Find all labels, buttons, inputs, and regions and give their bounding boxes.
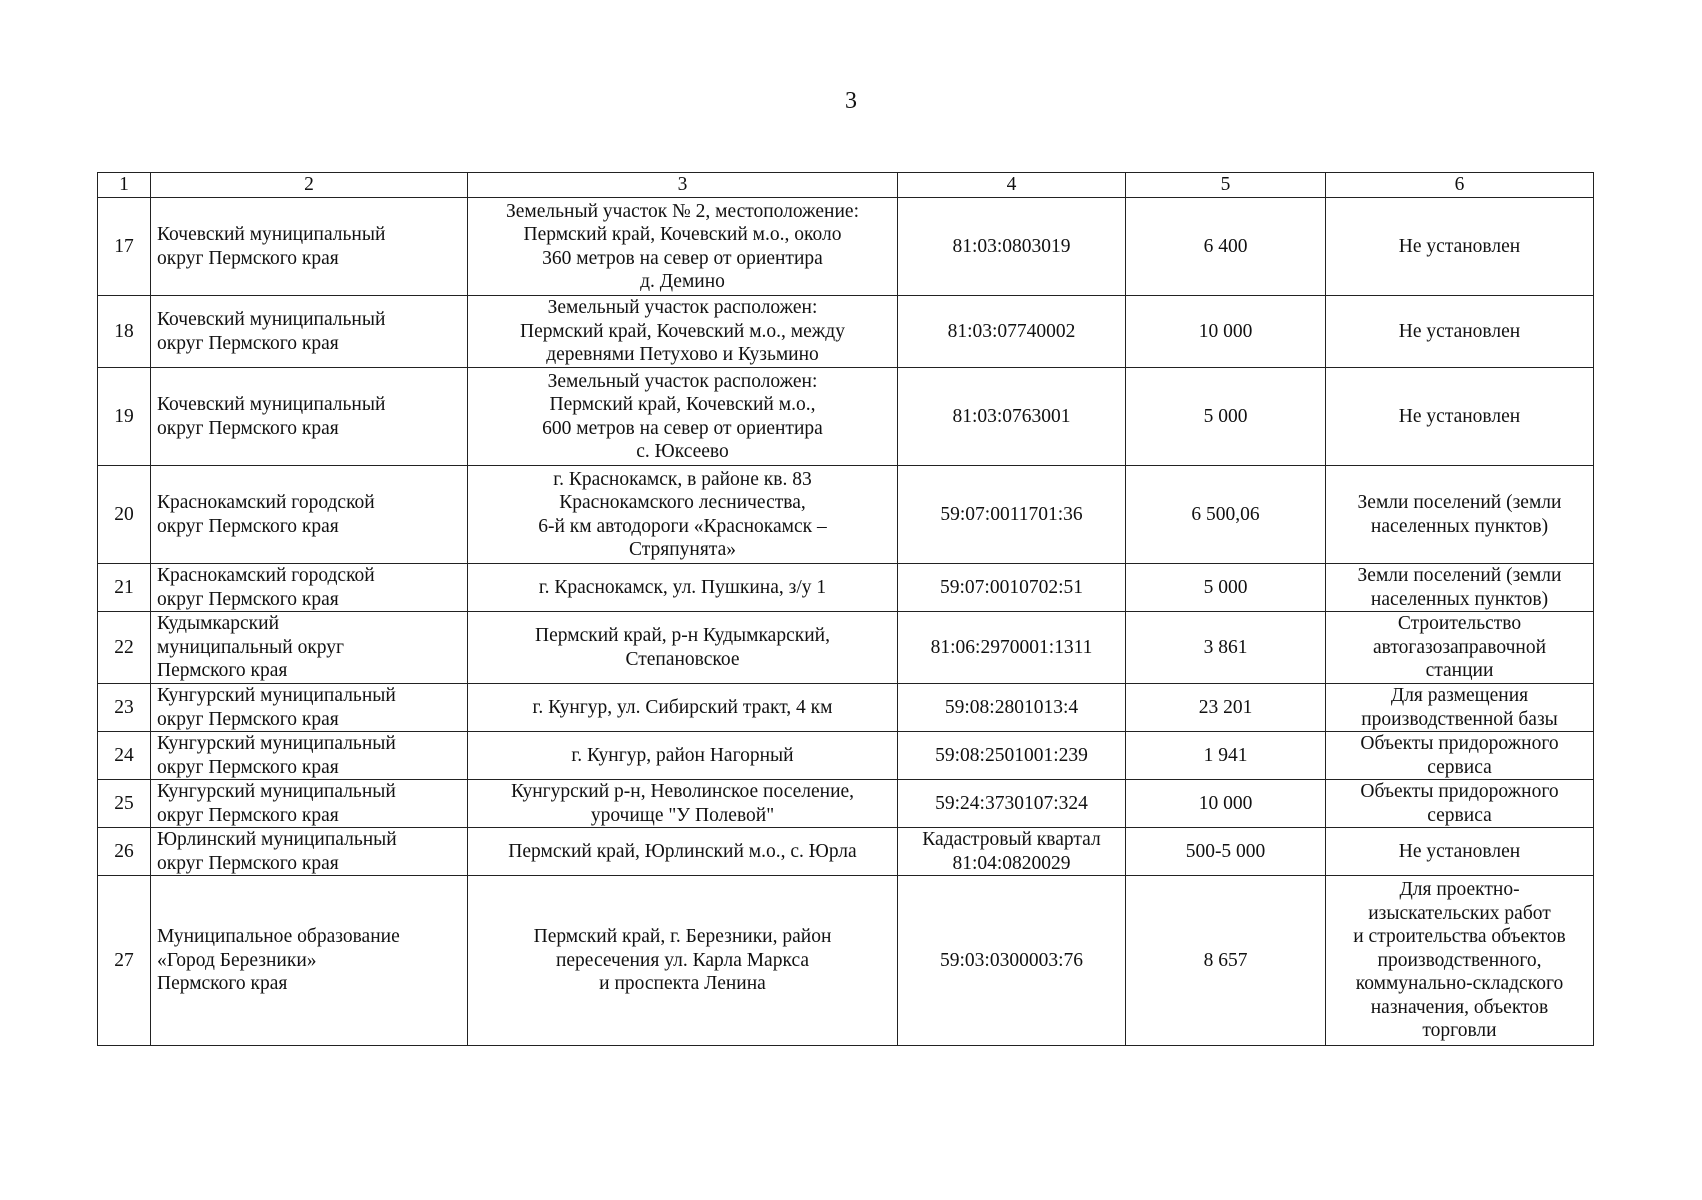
municipality-cell: Кунгурский муниципальный округ Пермского края	[151, 780, 468, 828]
header-row	[98, 173, 1594, 198]
municipality-cell: Кочевский муниципальный округ Пермского края	[151, 296, 468, 368]
location-cell: Пермский край, р-н Кудымкарский, Степановское	[468, 612, 898, 684]
area-cell: 5 000	[1126, 564, 1326, 612]
usage-cell: Объекты придорожного сервиса	[1326, 780, 1594, 828]
table-row	[98, 780, 1594, 828]
municipality-cell: Муниципальное образование «Город Березники» Пермского края	[151, 876, 468, 1046]
location-cell: Земельный участок расположен: Пермский край, Кочевский м.о., 600 метров на север от ориентира с. Юксеево	[468, 368, 898, 466]
table-row	[98, 368, 1594, 466]
page-number: 3	[845, 88, 857, 114]
header-col-6: 6	[1326, 173, 1594, 198]
land-plots-table	[97, 172, 1594, 1046]
row-number: 27	[98, 876, 151, 1046]
table-row	[98, 466, 1594, 564]
area-cell: 1 941	[1126, 732, 1326, 780]
row-number: 17	[98, 198, 151, 296]
cadastral-number-cell: 59:07:0011701:36	[898, 466, 1126, 564]
usage-cell: Объекты придорожного сервиса	[1326, 732, 1594, 780]
usage-cell: Земли поселений (земли населенных пунктов)	[1326, 466, 1594, 564]
location-cell: Земельный участок расположен: Пермский край, Кочевский м.о., между деревнями Петухово и Кузьмино	[468, 296, 898, 368]
location-cell: Земельный участок № 2, местоположение: Пермский край, Кочевский м.о., около 360 метров на север от ориентира д. Демино	[468, 198, 898, 296]
municipality-cell: Кунгурский муниципальный округ Пермского края	[151, 732, 468, 780]
usage-cell: Не установлен	[1326, 198, 1594, 296]
area-cell: 6 500,06	[1126, 466, 1326, 564]
usage-cell: Для проектно- изыскательских работ и строительства объектов производственного, коммунально-складского назначения, объектов торговли	[1326, 876, 1594, 1046]
area-cell: 10 000	[1126, 296, 1326, 368]
area-cell: 8 657	[1126, 876, 1326, 1046]
cadastral-number-cell: 81:03:0763001	[898, 368, 1126, 466]
usage-cell: Для размещения производственной базы	[1326, 684, 1594, 732]
usage-cell: Строительство автогазозаправочной станции	[1326, 612, 1594, 684]
usage-cell: Не установлен	[1326, 828, 1594, 876]
table-row	[98, 876, 1594, 1046]
row-number: 23	[98, 684, 151, 732]
row-number: 19	[98, 368, 151, 466]
area-cell: 3 861	[1126, 612, 1326, 684]
cadastral-number-cell: 59:08:2801013:4	[898, 684, 1126, 732]
location-cell: г. Краснокамск, в районе кв. 83 Краснокамского лесничества, 6-й км автодороги «Краснокамск – Стряпунята»	[468, 466, 898, 564]
usage-cell: Земли поселений (земли населенных пунктов)	[1326, 564, 1594, 612]
area-cell: 23 201	[1126, 684, 1326, 732]
row-number: 24	[98, 732, 151, 780]
row-number: 21	[98, 564, 151, 612]
location-cell: г. Кунгур, ул. Сибирский тракт, 4 км	[468, 684, 898, 732]
municipality-cell: Кунгурский муниципальный округ Пермского края	[151, 684, 468, 732]
area-cell: 5 000	[1126, 368, 1326, 466]
area-cell: 500-5 000	[1126, 828, 1326, 876]
area-cell: 6 400	[1126, 198, 1326, 296]
table-row	[98, 564, 1594, 612]
table-row	[98, 198, 1594, 296]
cadastral-number-cell: Кадастровый квартал 81:04:0820029	[898, 828, 1126, 876]
location-cell: Пермский край, Юрлинский м.о., с. Юрла	[468, 828, 898, 876]
cadastral-number-cell: 81:06:2970001:1311	[898, 612, 1126, 684]
municipality-cell: Юрлинский муниципальный округ Пермского края	[151, 828, 468, 876]
cadastral-number-cell: 81:03:07740002	[898, 296, 1126, 368]
table-row	[98, 296, 1594, 368]
table-row	[98, 732, 1594, 780]
header-col-2: 2	[151, 173, 468, 198]
area-cell: 10 000	[1126, 780, 1326, 828]
row-number: 26	[98, 828, 151, 876]
municipality-cell: Краснокамский городской округ Пермского края	[151, 466, 468, 564]
table-row	[98, 828, 1594, 876]
location-cell: г. Кунгур, район Нагорный	[468, 732, 898, 780]
row-number: 25	[98, 780, 151, 828]
cadastral-number-cell: 59:24:3730107:324	[898, 780, 1126, 828]
row-number: 22	[98, 612, 151, 684]
usage-cell: Не установлен	[1326, 368, 1594, 466]
cadastral-number-cell: 59:07:0010702:51	[898, 564, 1126, 612]
municipality-cell: Краснокамский городской округ Пермского края	[151, 564, 468, 612]
header-col-3: 3	[468, 173, 898, 198]
header-col-5: 5	[1126, 173, 1326, 198]
location-cell: г. Краснокамск, ул. Пушкина, з/у 1	[468, 564, 898, 612]
cadastral-number-cell: 81:03:0803019	[898, 198, 1126, 296]
municipality-cell: Кудымкарский муниципальный округ Пермского края	[151, 612, 468, 684]
location-cell: Пермский край, г. Березники, район пересечения ул. Карла Маркса и проспекта Ленина	[468, 876, 898, 1046]
header-col-4: 4	[898, 173, 1126, 198]
usage-cell: Не установлен	[1326, 296, 1594, 368]
row-number: 18	[98, 296, 151, 368]
municipality-cell: Кочевский муниципальный округ Пермского края	[151, 198, 468, 296]
table-row	[98, 612, 1594, 684]
cadastral-number-cell: 59:03:0300003:76	[898, 876, 1126, 1046]
header-col-1: 1	[98, 173, 151, 198]
municipality-cell: Кочевский муниципальный округ Пермского края	[151, 368, 468, 466]
cadastral-number-cell: 59:08:2501001:239	[898, 732, 1126, 780]
table-row	[98, 684, 1594, 732]
row-number: 20	[98, 466, 151, 564]
location-cell: Кунгурский р-н, Неволинское поселение, урочище "У Полевой"	[468, 780, 898, 828]
